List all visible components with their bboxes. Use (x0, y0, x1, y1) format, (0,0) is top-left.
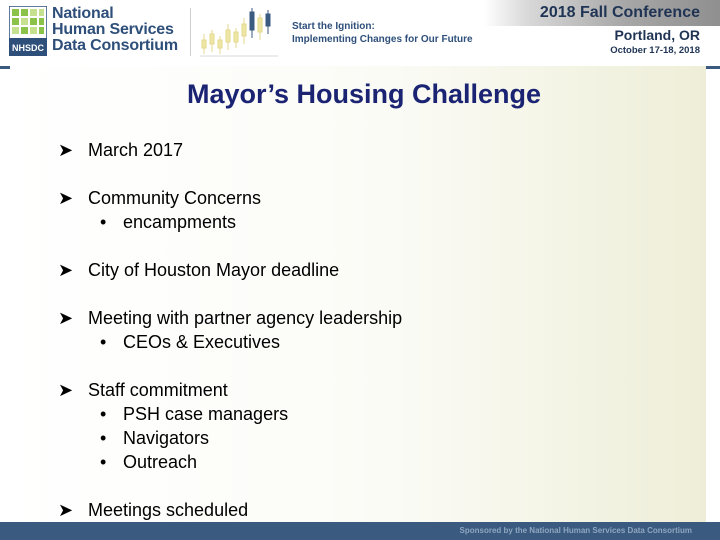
dot-bullet-icon: • (100, 404, 107, 424)
arrow-bullet-icon: ➤ (58, 260, 74, 280)
dot-bullet-icon: • (100, 212, 107, 232)
dot-bullet-icon: • (100, 332, 107, 352)
organization-name (52, 6, 178, 54)
sub-bullet-text: Navigators (123, 428, 210, 448)
bullet-text: Meeting with partner agency leadership (88, 308, 403, 328)
sub-bullet-item (88, 210, 698, 234)
sub-bullet-item (88, 450, 698, 474)
sub-bullet-item (88, 426, 698, 450)
sub-bullet-text: CEOs & Executives (123, 332, 281, 352)
sub-bullet-text: PSH case managers (123, 404, 289, 424)
sub-bullet-list (88, 402, 698, 474)
bullet-item (58, 378, 698, 474)
logo-mark-text: NHSDC (11, 43, 45, 53)
bullet-text: Community Concerns (88, 188, 262, 208)
sub-bullet-text: encampments (123, 212, 237, 232)
logo-line-2: Human Services (52, 21, 174, 38)
bullet-item (58, 498, 698, 522)
sub-bullet-item (88, 330, 698, 354)
arrow-bullet-icon: ➤ (58, 308, 74, 328)
sponsor-footer (0, 522, 720, 540)
dot-bullet-icon: • (100, 428, 107, 448)
dot-bullet-icon: • (100, 452, 107, 472)
bullet-item (58, 138, 698, 162)
tagline-line-1: Start the Ignition: (292, 21, 375, 32)
bullet-item (58, 186, 698, 234)
bullet-text: Staff commitment (88, 380, 228, 400)
bullet-item (58, 306, 698, 354)
conference-title-bar (484, 0, 720, 26)
conference-dates: October 17-18, 2018 (610, 45, 700, 56)
arrow-bullet-icon: ➤ (58, 380, 74, 400)
conference-tagline (292, 20, 473, 46)
conference-title: 2018 Fall Conference (539, 4, 700, 21)
arrow-bullet-icon: ➤ (58, 500, 74, 520)
bullet-text: City of Houston Mayor deadline (88, 260, 340, 280)
arrow-bullet-icon: ➤ (58, 188, 74, 208)
slide-title: Mayor’s Housing Challenge (186, 79, 542, 109)
nhsdc-logo-mark (9, 6, 47, 56)
bullet-item (58, 258, 698, 282)
sub-bullet-list (88, 210, 698, 234)
header-divider (190, 8, 191, 56)
candlestick-graphic-icon (196, 4, 282, 60)
sub-bullet-list (88, 330, 698, 354)
bullet-list (58, 138, 698, 522)
sub-bullet-text: Outreach (123, 452, 198, 472)
conference-city: Portland, OR (614, 27, 700, 43)
conference-header (0, 0, 720, 69)
bullet-text: Meetings scheduled (88, 500, 249, 520)
arrow-bullet-icon: ➤ (58, 140, 74, 160)
bullet-text: March 2017 (88, 140, 184, 160)
logo-line-3: Data Consortium (52, 37, 178, 54)
tagline-line-2: Implementing Changes for Our Future (292, 34, 473, 45)
logo-line-1: National (52, 5, 114, 22)
sponsor-text: Sponsored by the National Human Services Data Consortium (459, 526, 692, 535)
sub-bullet-item (88, 402, 698, 426)
